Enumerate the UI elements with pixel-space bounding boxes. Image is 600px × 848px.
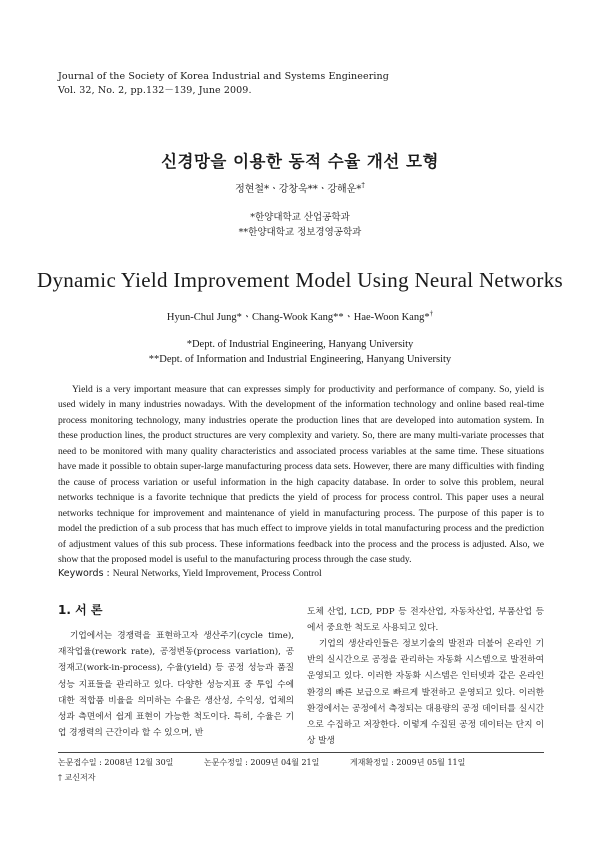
keywords — [58, 568, 322, 579]
authors-korean-names: 정현철*ㆍ강창욱**ㆍ강해운* — [235, 184, 362, 195]
authors-english — [0, 309, 600, 324]
section-heading: 1. 서 론 — [58, 603, 103, 617]
body-paragraph-right-2: 기업의 생산라인들은 정보기술의 발전과 더불어 온라인 기반의 실시간으로 공정을 관리하는 자동화 시스템으로 발전하여 운영되고 있다. 이러한 자동화 시스템은 인터넷과 같은 온라인 환경의 빠른 보급으로 빠르게 발전하고 운영되고 있다. 이러한 환경에서는 공정에서 측정되는 대용량의 공정 데이터를 실시간으로 수집하고 저장한다. 이렇게 수집된 공정 데이터는 단지 이상 발생 — [307, 639, 544, 747]
journal-info — [58, 70, 389, 98]
corresponding-mark: † — [361, 181, 365, 190]
body-paragraph-left: 기업에서는 경쟁력을 표현하고자 생산주기(cycle time), 재작업율(rework rate), 공정변동(process variation), 공정재고(work-in-process), 수율(yield) 등 공정 성능과 품질 성능 지표들을 관리하고 있다. 다양한 성능지표 중 투입 수에 대한 적합품 비율을 의미하는 수율은 생산성, 수익성, 업체의 성과 측면에서 쉽게 표현이 가능한 척도이다. 특히, 수율은 기업 경쟁력의 근간이라 할 수 있으며, 반 — [58, 631, 294, 739]
affiliation-korean-1: *한양대학교 산업공학과 — [250, 212, 350, 223]
abstract: Yield is a very important measure that can expresses simply for productivity and performance of company. So, yield is used widely in many industries nowadays. With the development of the information technology and online based real-time process monitoring technology, many industries operate the production lines that are developed into automation system. In these production lines, the product structures are very complexity and variety. So, there are many multi-variate processes that need to be monitored with many quality characteristics and associated process variables at the same time. These situations have made it possible to obtain super-large manufacturing process data sets. However, there are many difficulties with finding the cause of process variation or useful information in the high capacity database. In order to solve this problem, neural networks technique is a favorite technique that predicts the yield of process for process control. This paper uses a neural networks technique for improvement and maintenance of yield in manufacturing process. The purpose of this paper is to model the prediction of a sub process that has much effect to improve yields in total manufacturing process and the prediction of adjustment values of this sub process. These informations feedback into the process and the process is adjusted. Also, we show that the proposed model is useful to the manufacturing process through the case study. — [58, 384, 544, 565]
journal-volume: Vol. 32, No. 2, pp.132－139, June 2009. — [58, 85, 252, 96]
corresponding-author-note: † 교신저자 — [58, 773, 96, 782]
authors-korean — [0, 180, 600, 195]
authors-english-names: Hyun-Chul Jung*ㆍChang-Wook Kang**ㆍHae-Woon Kang* — [166, 312, 430, 323]
received-date: 논문접수일 : 2008년 12월 30일 — [58, 758, 174, 767]
body-paragraph-right-1: 도체 산업, LCD, PDP 등 전자산업, 자동차산업, 부품산업 등에서 중요한 척도로 사용되고 있다. — [307, 607, 544, 634]
affiliation-english-2: **Dept. of Information and Industrial Engineering, Hanyang University — [148, 354, 452, 365]
affiliations-korean — [0, 210, 600, 240]
affiliation-english-1: *Dept. of Industrial Engineering, Hanyang University — [186, 339, 414, 350]
affiliation-korean-2: **한양대학교 정보경영공학과 — [238, 227, 362, 238]
footnote-dates — [58, 757, 544, 768]
title-korean: 신경망을 이용한 동적 수율 개선 모형 — [161, 152, 439, 171]
title-english: Dynamic Yield Improvement Model Using Neural Networks — [36, 268, 563, 292]
corresponding-mark: † — [429, 309, 434, 318]
affiliations-english — [0, 337, 600, 367]
footnote-divider — [58, 752, 544, 753]
keywords-label: Keywords : — [58, 568, 113, 579]
journal-name: Journal of the Society of Korea Industrial and Systems Engineering — [58, 71, 389, 82]
keywords-text: Neural Networks, Yield Improvement, Process Control — [112, 569, 322, 579]
revised-date: 논문수정일 : 2009년 04월 21일 — [203, 758, 320, 767]
accepted-date: 게재확정일 : 2009년 05월 11일 — [349, 758, 466, 767]
